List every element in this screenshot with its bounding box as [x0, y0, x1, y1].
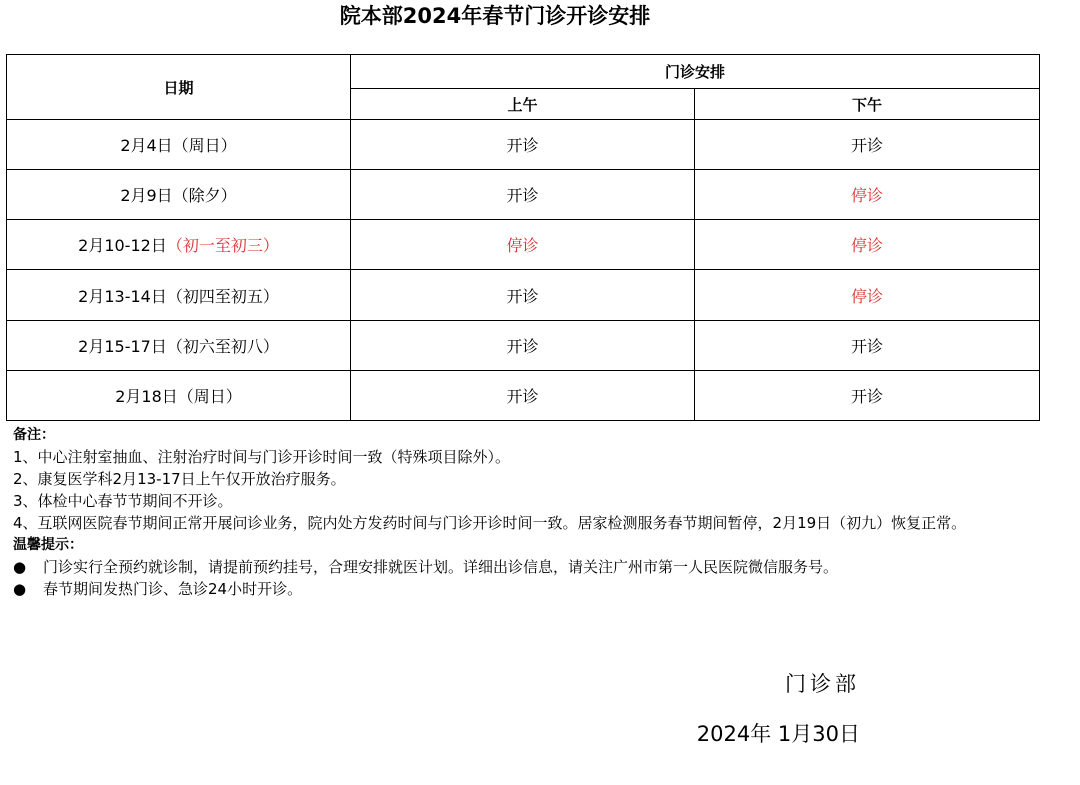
- clinic-header: 门诊安排: [351, 55, 1040, 89]
- tip-text: 春节期间发热门诊、急诊24小时开诊。: [43, 580, 303, 598]
- remark-item: 4、互联网医院春节期间正常开展问诊业务，院内处方发药时间与门诊开诊时间一致。居家检测服务春节期间暂停，2月19日（初九）恢复正常。: [13, 514, 967, 532]
- signature-date: 2024年 1月30日: [696, 722, 860, 746]
- table-row: [7, 170, 1040, 220]
- remark-item: 2、康复医学科2月13-17日上午仅开放治疗服务。: [13, 470, 346, 488]
- bullet-icon: ●: [13, 558, 27, 576]
- date-cell: 2月18日（周日）: [7, 371, 351, 421]
- table-row: [7, 220, 1040, 270]
- date-header: 日期: [7, 55, 351, 120]
- pm-status-cell: 停诊: [695, 170, 1040, 220]
- pm-status-cell: 开诊: [695, 371, 1040, 421]
- bullet-icon: ●: [13, 580, 27, 598]
- am-status-cell: 开诊: [351, 120, 695, 170]
- tip-item: [13, 578, 1075, 600]
- table-row: [7, 270, 1040, 321]
- tips-label: 温馨提示：: [13, 537, 83, 553]
- am-status-cell: 停诊: [351, 220, 695, 270]
- table-row: [7, 321, 1040, 371]
- am-status-cell: 开诊: [351, 321, 695, 371]
- table-row: [7, 120, 1040, 170]
- tip-text: 门诊实行全预约就诊制，请提前预约挂号，合理安排就医计划。详细出诊信息，请关注广州市第一人民医院微信服务号。: [43, 558, 839, 576]
- am-status-cell: 开诊: [351, 170, 695, 220]
- page-title: 院本部2024年春节门诊开诊安排: [339, 4, 651, 28]
- schedule-table: [6, 54, 1040, 421]
- am-status-cell: 开诊: [351, 371, 695, 421]
- date-cell: 2月13-14日（初四至初五）: [7, 270, 351, 321]
- date-cell: 2月15-17日（初六至初八）: [7, 321, 351, 371]
- am-header: 上午: [351, 89, 695, 120]
- remark-item: 1、中心注射室抽血、注射治疗时间与门诊开诊时间一致（特殊项目除外）。: [13, 448, 511, 466]
- am-status-cell: 开诊: [351, 270, 695, 321]
- pm-status-cell: 开诊: [695, 321, 1040, 371]
- date-cell: 2月10-12日（初一至初三）: [7, 220, 351, 270]
- pm-status-cell: 开诊: [695, 120, 1040, 170]
- pm-status-cell: 停诊: [695, 270, 1040, 321]
- remarks-label: 备注：: [13, 427, 55, 443]
- notes-section: [13, 424, 1075, 600]
- pm-header: 下午: [695, 89, 1040, 120]
- pm-status-cell: 停诊: [695, 220, 1040, 270]
- table-row: [7, 371, 1040, 421]
- remark-item: 3、体检中心春节节期间不开诊。: [13, 492, 233, 510]
- date-cell: 2月9日（除夕）: [7, 170, 351, 220]
- signature-department: 门诊部: [785, 672, 860, 696]
- date-cell: 2月4日（周日）: [7, 120, 351, 170]
- tip-item: [13, 556, 1075, 578]
